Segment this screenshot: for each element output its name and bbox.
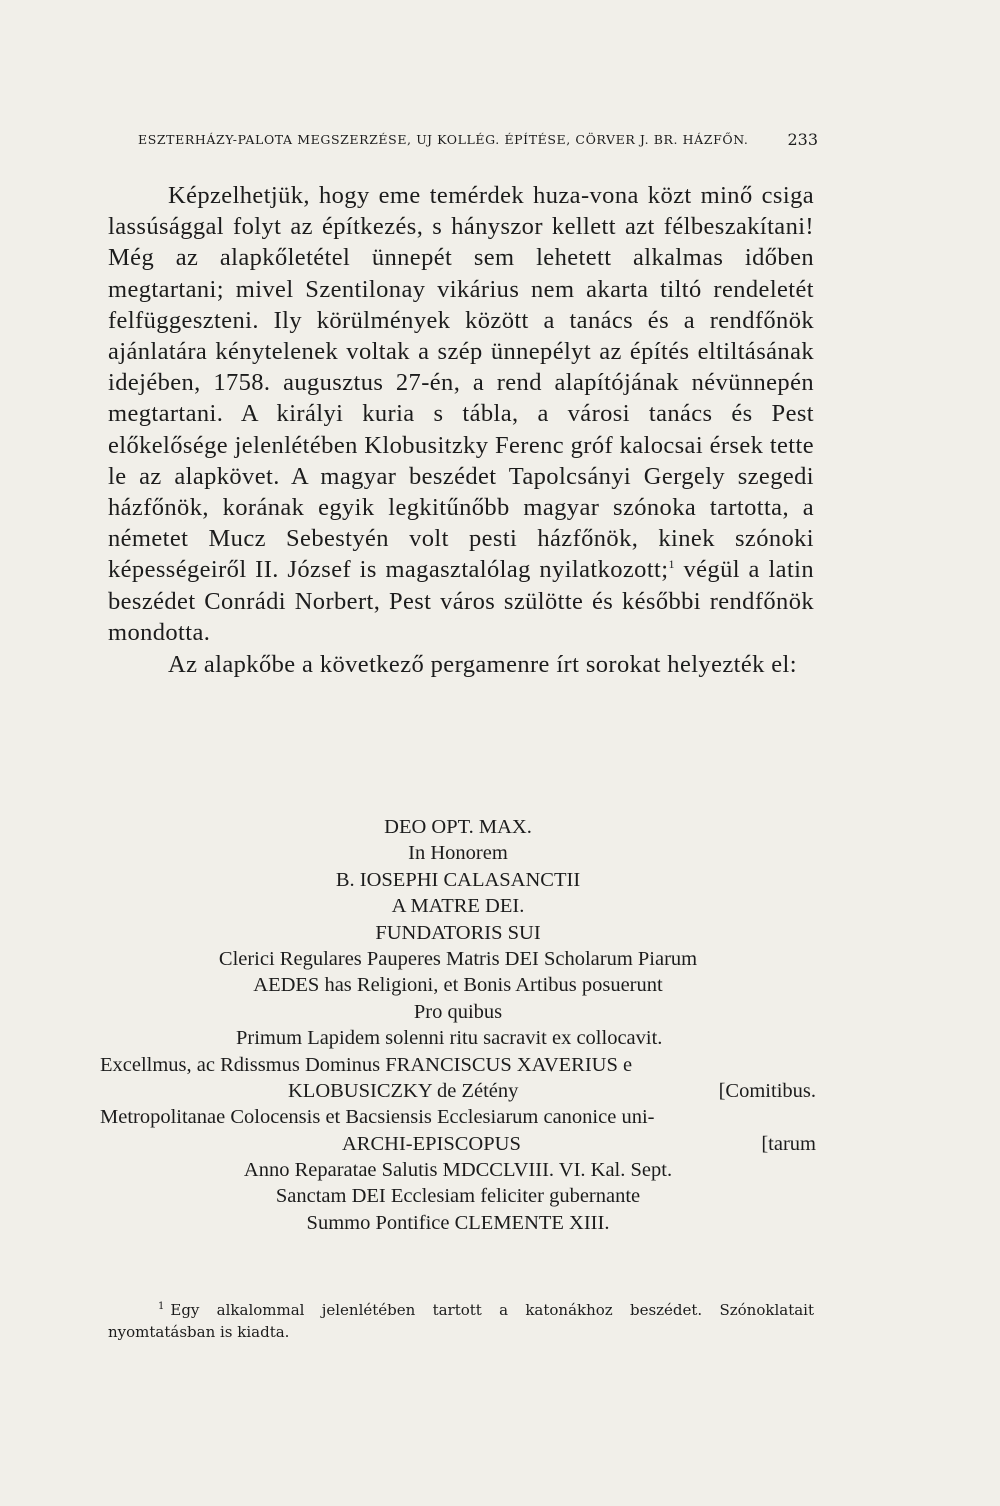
inscription-line: Pro quibus	[413, 1000, 503, 1023]
inscription-line: Primum Lapidem solenni ritu sacravit ex collocavit.	[236, 1027, 663, 1050]
page-number: 233	[787, 130, 818, 149]
footnote-reference: 1	[668, 557, 675, 572]
inscription-line-right: [Comitibus.	[718, 1079, 816, 1102]
inscription-line: Anno Reparatae Salutis MDCCLVIII. VI. Kal. Sept.	[243, 1159, 673, 1182]
paragraph-2: Az alapkőbe a következő pergamenre írt sorokat helyezték el:	[168, 651, 797, 679]
inscription-line-right: [tarum	[761, 1132, 816, 1155]
inscription-line: In Honorem	[408, 842, 508, 865]
inscription-line: Clerici Regulares Pauperes Matris DEI Scholarum Piarum	[218, 947, 698, 970]
inscription-block	[100, 814, 816, 1236]
inscription-line: Excellmus, ac Rdissmus Dominus FRANCISCUS XAVERIUS e	[100, 1053, 633, 1076]
paragraph-1-part-a: Képzelhetjük, hogy eme temérdek huza-vona közt minő csiga lassúsággal folyt az építkezés, s hányszor kellett azt félbeszakítani! Még az alapkőletétel ünnepét sem lehetett alkalmas időben megtartani; mivel Szentilonay vikárius nem akarta tiltó rendeletét felfüggeszteni. Ily körülmények között a tanács és a rendfőnök ajánlatára kénytelenek voltak a szép ünnepélyt az építés eltiltásának idejében, 1758. augusztus 27-én, a rend alapítójának névünnepén megtartani. A királyi kuria s tábla, a városi tanács és Pest előkelősége jelenlétében Klobusitzky Ferenc gróf kalocsai érsek tette le az alapkövet. A magyar beszédet Tapolcsányi Gergely szegedi házfőnök, korának egyik legkitűnőbb magyar szónoka tartotta, a németet Mucz Sebestyén volt pesti házfőnök, kinek szónoki képességeiről II. József is magasztalólag nyilatkozott;	[108, 182, 814, 584]
inscription-line: KLOBUSICZKY de Zétény	[288, 1079, 519, 1102]
footnote-text: Egy alkalommal jelenlétében tartott a katonákhoz beszédet. Szónoklatait nyomtatásban is kiadta.	[108, 1301, 814, 1341]
inscription-line: AEDES has Religioni, et Bonis Artibus posuerunt	[253, 974, 663, 997]
paragraph-1	[108, 180, 814, 648]
paragraph-1-part-b: végül a latin beszédet Conrádi Norbert, Pest város szülötte és későbbi rendfőnök mondotta.	[108, 556, 815, 646]
footnote-number: 1	[158, 1301, 165, 1312]
footnote	[108, 1296, 814, 1343]
inscription-line: FUNDATORIS SUI	[375, 921, 541, 944]
inscription-line: DEO OPT. MAX.	[384, 816, 532, 838]
inscription-line: Sanctam DEI Ecclesiam feliciter gubernante	[275, 1185, 641, 1208]
inscription-line: Summo Pontifice CLEMENTE XIII.	[306, 1211, 610, 1234]
inscription-line: ARCHI-EPISCOPUS	[342, 1132, 521, 1155]
inscription-line: Metropolitanae Colocensis et Bacsiensis Ecclesiarum canonice uni-	[100, 1106, 655, 1129]
running-title: ESZTERHÁZY-PALOTA MEGSZERZÉSE, UJ KOLLÉG. ÉPÍTÉSE, CÖRVER J. BR. HÁZFŐN.	[138, 132, 749, 147]
body-text	[108, 180, 814, 680]
inscription-line: B. IOSEPHI CALASANCTII	[335, 868, 581, 891]
inscription-line: A MATRE DEI.	[391, 895, 525, 918]
